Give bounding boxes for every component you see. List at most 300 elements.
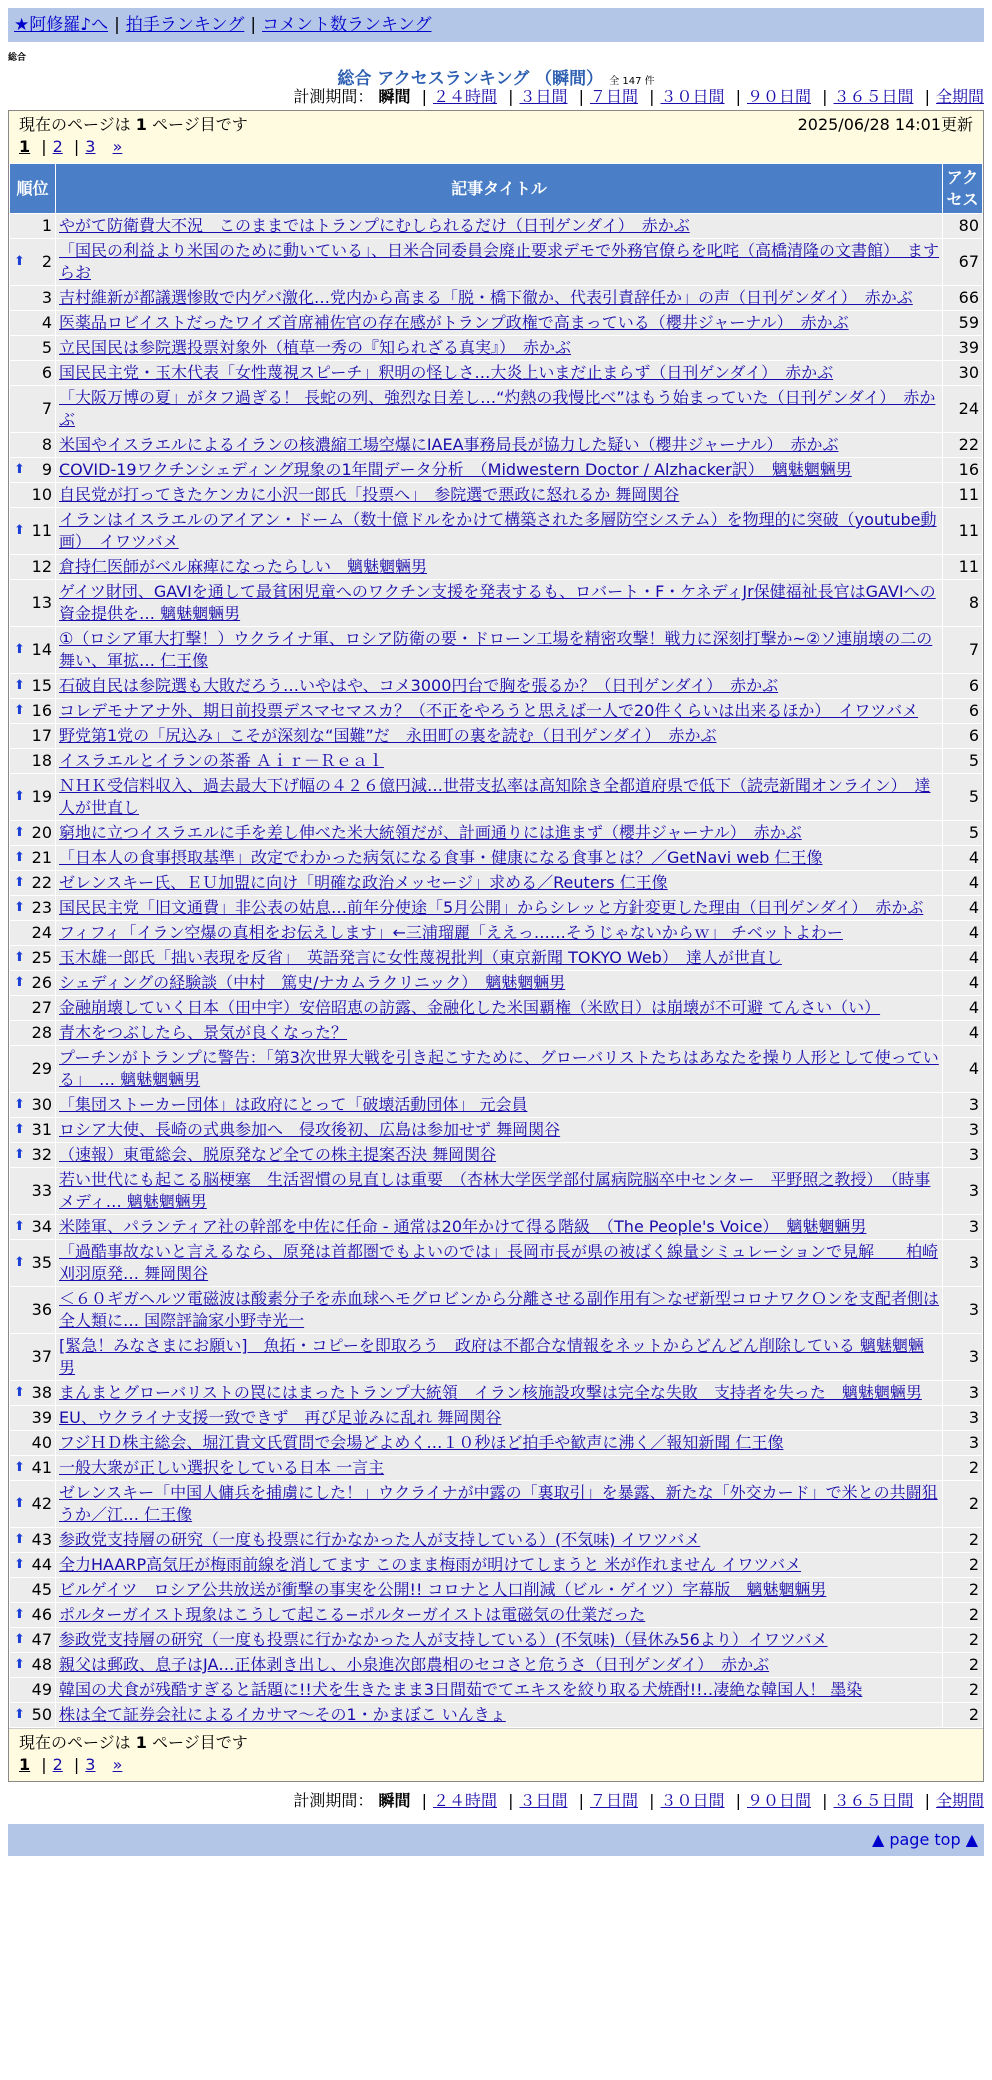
title-cell bbox=[56, 996, 943, 1021]
period-link-3d[interactable]: ３日間 bbox=[519, 1791, 568, 1810]
period-link-3d[interactable]: ３日間 bbox=[519, 87, 568, 106]
table-row bbox=[10, 749, 983, 774]
table-row bbox=[10, 774, 983, 821]
rank-cell bbox=[10, 1334, 56, 1381]
access-count: 3 bbox=[943, 1431, 983, 1456]
rank-number: 26 bbox=[31, 973, 52, 992]
rank-cell bbox=[10, 871, 56, 896]
rank-number: 10 bbox=[31, 485, 52, 504]
article-link[interactable]: （速報）東電総会、脱原発など全ての株主提案否決 舞岡関谷 bbox=[59, 1145, 497, 1164]
article-link[interactable]: 玉木雄一郎氏「拙い表現を反省」 英語発言に女性蔑視批判（東京新聞 TOKYO Web） 達人が世直し bbox=[59, 948, 782, 967]
table-header-row bbox=[10, 164, 983, 214]
article-link[interactable]: 立民国民は参院選投票対象外（植草一秀の『知られざる真実』） 赤かぶ bbox=[59, 338, 572, 357]
category-label: 総合 bbox=[8, 53, 27, 63]
table-row bbox=[10, 1215, 983, 1240]
access-count: 6 bbox=[943, 699, 983, 724]
rank-cell bbox=[10, 674, 56, 699]
article-link[interactable]: 「日本人の食事摂取基準」改定でわかった病気になる食事・健康になる食事とは？／GetNavi web 仁王像 bbox=[59, 848, 823, 867]
title-cell bbox=[56, 508, 943, 555]
rank-up-arrow-icon: ⬆ bbox=[14, 1496, 25, 1511]
article-link[interactable]: 米陸軍、パランティア社の幹部を中佐に任命 - 通常は20年かけて得る階級 （The People's Voice） 魑魅魍魎男 bbox=[59, 1217, 867, 1236]
access-count: 2 bbox=[943, 1528, 983, 1553]
rank-up-arrow-icon: ⬆ bbox=[14, 900, 25, 915]
table-row bbox=[10, 508, 983, 555]
access-count: 3 bbox=[943, 1168, 983, 1215]
access-count: 3 bbox=[943, 1287, 983, 1334]
rank-cell bbox=[10, 846, 56, 871]
title-cell bbox=[56, 1578, 943, 1603]
article-link[interactable]: 野党第1党の「尻込み」こそが深刻な“国難”だ 永田町の裏を読む（日刊ゲンダイ） 赤かぶ bbox=[59, 726, 717, 745]
rank-number: 21 bbox=[31, 848, 52, 867]
period-selector-bottom: 計測期間： 瞬間 | ２４時間 | ３日間 | ７日間 | ３０日間 | ９０日間 | ３６５日間 | 全期間 bbox=[293, 1791, 984, 1810]
table-row bbox=[10, 1528, 983, 1553]
access-count: 3 bbox=[943, 1118, 983, 1143]
article-link[interactable]: 吉村維新が都議選惨敗で内ゲバ激化…党内から高まる「脱・橋下徹か、代表引責辞任か」の声（日刊ゲンダイ） 赤かぶ bbox=[59, 288, 913, 307]
title-cell bbox=[56, 483, 943, 508]
access-count: 2 bbox=[943, 1578, 983, 1603]
rank-up-arrow-icon: ⬆ bbox=[14, 975, 25, 990]
title-cell bbox=[56, 1553, 943, 1578]
table-row bbox=[10, 386, 983, 433]
page-top-link[interactable]: ▲ page top ▲ bbox=[871, 1830, 978, 1849]
rank-number: 39 bbox=[31, 1408, 52, 1427]
period-link-30d[interactable]: ３０日間 bbox=[660, 1791, 725, 1810]
title-cell bbox=[56, 1653, 943, 1678]
rank-number: 6 bbox=[41, 363, 52, 382]
rank-cell bbox=[10, 214, 56, 239]
article-link[interactable]: ロシア大使、長崎の式典参加へ 侵攻後初、広島は参加せず 舞岡関谷 bbox=[59, 1120, 561, 1139]
title-cell bbox=[56, 1456, 943, 1481]
header-rank: 順位 bbox=[10, 164, 56, 214]
access-count: 5 bbox=[943, 749, 983, 774]
table-row bbox=[10, 1678, 983, 1703]
table-row bbox=[10, 1431, 983, 1456]
article-link[interactable]: ①（ロシア軍大打撃！）ウクライナ軍、ロシア防衛の要・ドローン工場を精密攻撃！戦力に深刻打撃か~②ソ連崩壊の二の舞い、軍拡… 仁王像 bbox=[59, 629, 933, 670]
article-link[interactable]: 青木をつぶしたら、景気が良くなった？ bbox=[59, 1023, 348, 1042]
article-link[interactable]: 倉持仁医師がベル麻痺になったらしい 魑魅魍魎男 bbox=[59, 557, 428, 576]
access-count: 4 bbox=[943, 846, 983, 871]
rank-cell bbox=[10, 1481, 56, 1528]
table-row bbox=[10, 239, 983, 286]
rank-number: 38 bbox=[31, 1383, 52, 1402]
access-count: 3 bbox=[943, 1334, 983, 1381]
title-cell bbox=[56, 214, 943, 239]
rank-cell bbox=[10, 749, 56, 774]
article-link[interactable]: EU、ウクライナ支援一致できず 再び足並みに乱れ 舞岡関谷 bbox=[59, 1408, 502, 1427]
rank-number: 33 bbox=[31, 1181, 52, 1200]
rank-cell bbox=[10, 1118, 56, 1143]
access-count: 8 bbox=[943, 580, 983, 627]
rank-number: 44 bbox=[31, 1555, 52, 1574]
access-count: 16 bbox=[943, 458, 983, 483]
title-cell bbox=[56, 724, 943, 749]
rank-cell bbox=[10, 239, 56, 286]
rank-cell bbox=[10, 627, 56, 674]
period-link-all[interactable]: 全期間 bbox=[935, 1791, 984, 1810]
article-link[interactable]: コレデモナアナ外、期日前投票デスマセマスカ？（不正をやろうと思えば一人で20件くらいは出来るほか） イワツバメ bbox=[59, 701, 919, 720]
title-cell bbox=[56, 1528, 943, 1553]
access-count: 2 bbox=[943, 1628, 983, 1653]
rank-cell bbox=[10, 386, 56, 433]
access-count: 4 bbox=[943, 996, 983, 1021]
rank-number: 37 bbox=[31, 1347, 52, 1366]
period-link-7d[interactable]: ７日間 bbox=[589, 1791, 638, 1810]
pager-link-2[interactable]: 2 bbox=[52, 1755, 63, 1774]
rank-up-arrow-icon: ⬆ bbox=[14, 1219, 25, 1234]
article-link[interactable]: 国民民主党・玉木代表「女性蔑視スピーチ」釈明の怪しさ…大炎上いまだ止まらず（日刊ゲンダイ） 赤かぶ bbox=[59, 363, 834, 382]
article-link[interactable]: 自民党が打ってきたケンカに小沢一郎氏「投票へ」 参院選で悪政に怒れるか 舞岡関谷 bbox=[59, 485, 680, 504]
table-row bbox=[10, 1118, 983, 1143]
rank-cell bbox=[10, 1578, 56, 1603]
article-link[interactable]: 国民民主党「旧文通費」非公表の姑息…前年分使途「5月公開」からシレッと方針変更した理由（日刊ゲンダイ） 赤かぶ bbox=[59, 898, 924, 917]
rank-up-arrow-icon: ⬆ bbox=[14, 1532, 25, 1547]
title-cell bbox=[56, 871, 943, 896]
access-count: 2 bbox=[943, 1456, 983, 1481]
rank-number: 28 bbox=[31, 1023, 52, 1042]
table-row bbox=[10, 921, 983, 946]
article-link[interactable]: フィフィ「イラン空爆の真相をお伝えします」←三浦瑠麗「ええっ……そうじゃないからｗ」 チベットよわー bbox=[59, 923, 843, 942]
pager-link-3[interactable]: 3 bbox=[85, 1755, 96, 1774]
rank-cell bbox=[10, 1406, 56, 1431]
title-cell bbox=[56, 1703, 943, 1728]
rank-cell bbox=[10, 1168, 56, 1215]
period-link-365d[interactable]: ３６５日間 bbox=[833, 87, 914, 106]
title-cell bbox=[56, 627, 943, 674]
access-count: 3 bbox=[943, 1143, 983, 1168]
table-row bbox=[10, 286, 983, 311]
rank-cell bbox=[10, 1456, 56, 1481]
rank-number: 27 bbox=[31, 998, 52, 1017]
access-count: 2 bbox=[943, 1653, 983, 1678]
rank-cell bbox=[10, 1381, 56, 1406]
table-row bbox=[10, 996, 983, 1021]
period-link-90d[interactable]: ９０日間 bbox=[746, 1791, 811, 1810]
rank-cell bbox=[10, 724, 56, 749]
rank-up-arrow-icon: ⬆ bbox=[14, 825, 25, 840]
table-row bbox=[10, 821, 983, 846]
table-row bbox=[10, 1481, 983, 1528]
table-row bbox=[10, 1021, 983, 1046]
table-row bbox=[10, 699, 983, 724]
period-link-24h[interactable]: ２４時間 bbox=[432, 1791, 497, 1810]
title-cell bbox=[56, 1628, 943, 1653]
rank-up-arrow-icon: ⬆ bbox=[14, 462, 25, 477]
access-count: 22 bbox=[943, 433, 983, 458]
rank-number: 35 bbox=[31, 1253, 52, 1272]
access-count: 67 bbox=[943, 239, 983, 286]
rank-cell bbox=[10, 580, 56, 627]
article-link[interactable]: 「集団ストーカー団体」は政府にとって「破壊活動団体」 元会員 bbox=[59, 1095, 528, 1114]
period-link-7d[interactable]: ７日間 bbox=[589, 87, 638, 106]
top-nav-bar bbox=[8, 8, 984, 42]
article-link[interactable]: 全力HAARP高気圧が梅雨前線を消してます このまま梅雨が明けてしまうと 米が作れません イワツバメ bbox=[59, 1555, 802, 1574]
table-row bbox=[10, 627, 983, 674]
access-count: 24 bbox=[943, 386, 983, 433]
rank-number: 4 bbox=[41, 313, 52, 332]
article-link[interactable]: ゼレンスキー「中国人傭兵を捕虜にした！」ウクライナが中露の「裏取引」を暴露、新たな「外交カード」で米との共闘狙うか／江… 仁王像 bbox=[59, 1483, 938, 1524]
table-row bbox=[10, 336, 983, 361]
pager-current: 1 bbox=[19, 1755, 31, 1774]
table-row bbox=[10, 1406, 983, 1431]
page-info-bottom bbox=[9, 1728, 983, 1781]
table-row bbox=[10, 1553, 983, 1578]
rank-number: 34 bbox=[31, 1217, 52, 1236]
rank-number: 48 bbox=[31, 1655, 52, 1674]
title-cell bbox=[56, 580, 943, 627]
rank-cell bbox=[10, 508, 56, 555]
article-link[interactable]: イスラエルとイランの茶番 Ａｉｒ－Ｒｅａｌ bbox=[59, 751, 384, 770]
rank-cell bbox=[10, 921, 56, 946]
rank-cell bbox=[10, 1431, 56, 1456]
article-link[interactable]: 株は全て証券会社によるイカサマ〜その1・かまぼこ いんきょ bbox=[59, 1705, 506, 1724]
title-cell bbox=[56, 1168, 943, 1215]
rank-up-arrow-icon: ⬆ bbox=[14, 1632, 25, 1647]
rank-number: 22 bbox=[31, 873, 52, 892]
article-link[interactable]: 「国民の利益より米国のために動いている」、日米合同委員会廃止要求デモで外務官僚らを叱咤（高橋清隆の文書館） ますらお bbox=[59, 241, 940, 282]
table-row bbox=[10, 214, 983, 239]
pager-top: 1 | 2 | 3 » bbox=[19, 137, 123, 156]
article-link[interactable]: 参政党支持層の研究（一度も投票に行かなかった人が支持している）(不気味) イワツバメ bbox=[59, 1530, 701, 1549]
rank-up-arrow-icon: ⬆ bbox=[14, 1607, 25, 1622]
article-link[interactable]: イランはイスラエルのアイアン・ドーム（数十億ドルをかけて構築された多層防空システム）を物理的に突破（youtube動画） イワツバメ bbox=[59, 510, 937, 551]
title-cell bbox=[56, 1431, 943, 1456]
table-row bbox=[10, 580, 983, 627]
title-cell bbox=[56, 896, 943, 921]
rank-up-arrow-icon: ⬆ bbox=[14, 678, 25, 693]
table-row bbox=[10, 458, 983, 483]
title-cell bbox=[56, 674, 943, 699]
rank-number: 47 bbox=[31, 1630, 52, 1649]
rank-number: 1 bbox=[41, 216, 52, 235]
period-current: 瞬間 bbox=[378, 87, 411, 106]
rank-cell bbox=[10, 896, 56, 921]
rank-number: 49 bbox=[31, 1680, 52, 1699]
nav-separator: | bbox=[250, 15, 257, 35]
access-count: 80 bbox=[943, 214, 983, 239]
article-link[interactable]: 金融崩壊していく日本（田中宇）安倍昭恵の訪露、金融化した米国覇権（米欧日）は崩壊が不可避 てんさい（い） bbox=[59, 998, 881, 1017]
rank-number: 31 bbox=[31, 1120, 52, 1139]
table-row bbox=[10, 483, 983, 508]
rank-up-arrow-icon: ⬆ bbox=[14, 950, 25, 965]
table-row bbox=[10, 971, 983, 996]
article-link[interactable]: 韓国の犬食が残酷すぎると話題に!!犬を生きたまま3日間茹でてエキスを絞り取る犬焼酎!!‥凄絶な韓国人！ 墨染 bbox=[59, 1680, 863, 1699]
rank-cell bbox=[10, 1287, 56, 1334]
access-count: 5 bbox=[943, 774, 983, 821]
title-cell bbox=[56, 1118, 943, 1143]
access-count: 59 bbox=[943, 311, 983, 336]
article-link[interactable]: やがて防衛費大不況 このままではトランプにむしられるだけ（日刊ゲンダイ） 赤かぶ bbox=[59, 216, 690, 235]
ranking-panel bbox=[8, 110, 984, 1782]
rank-number: 19 bbox=[31, 787, 52, 806]
rank-up-arrow-icon: ⬆ bbox=[14, 1147, 25, 1162]
access-count: 4 bbox=[943, 871, 983, 896]
pager-next[interactable]: » bbox=[112, 1755, 123, 1774]
rank-number: 32 bbox=[31, 1145, 52, 1164]
table-row bbox=[10, 896, 983, 921]
title-cell bbox=[56, 1215, 943, 1240]
table-row bbox=[10, 1653, 983, 1678]
rank-cell bbox=[10, 1215, 56, 1240]
rank-cell bbox=[10, 996, 56, 1021]
title-cell bbox=[56, 1406, 943, 1431]
article-link[interactable]: ＮＨＫ受信料収入、過去最大下げ幅の４２６億円減…世帯支払率は高知除き全都道府県で低下（読売新聞オンライン） 達人が世直し bbox=[59, 776, 931, 817]
table-row bbox=[10, 1578, 983, 1603]
article-link[interactable]: プーチンがトランプに警告：「第3次世界大戦を引き起こすために、グローバリストたちはあなたを操り人形として使っている」 … 魑魅魍魎男 bbox=[59, 1048, 939, 1089]
rank-number: 50 bbox=[31, 1705, 52, 1724]
article-link[interactable]: フジＨＤ株主総会、堀江貴文氏質問で会場どよめく…１０秒ほど拍手や歓声に沸く／報知新聞 仁王像 bbox=[59, 1433, 784, 1452]
rank-cell bbox=[10, 946, 56, 971]
rank-cell bbox=[10, 1528, 56, 1553]
rank-cell bbox=[10, 1678, 56, 1703]
pager-link-3[interactable]: 3 bbox=[85, 137, 96, 156]
rank-cell bbox=[10, 1653, 56, 1678]
article-link[interactable]: 「大阪万博の夏」がタフ過ぎる！ 長蛇の列、強烈な日差し…“灼熱の我慢比べ”はもう始まっていた（日刊ゲンダイ） 赤かぶ bbox=[59, 388, 936, 429]
table-row bbox=[10, 846, 983, 871]
article-link[interactable]: 窮地に立つイスラエルに手を差し伸べた米大統領だが、計画通りには進まず（櫻井ジャーナル） 赤かぶ bbox=[59, 823, 802, 842]
access-count: 6 bbox=[943, 724, 983, 749]
article-link[interactable]: ＜６０ギガヘルツ電磁波は酸素分子を赤血球ヘモグロビンから分離させる副作用有＞なぜ新型コロナワクＯンを支配者側は全人類に… 国際評論家小野寺光一 bbox=[59, 1289, 940, 1330]
table-row bbox=[10, 555, 983, 580]
rank-cell bbox=[10, 774, 56, 821]
access-count: 2 bbox=[943, 1553, 983, 1578]
page-info-top bbox=[9, 111, 983, 163]
access-count: 4 bbox=[943, 1046, 983, 1093]
rank-up-arrow-icon: ⬆ bbox=[14, 703, 25, 718]
article-link[interactable]: 米国やイスラエルによるイランの核濃縮工場空爆にIAEA事務局長が協力した疑い（櫻井ジャーナル） 赤かぶ bbox=[59, 435, 839, 454]
rank-number: 14 bbox=[31, 640, 52, 659]
total-count: 全 147 件 bbox=[609, 76, 655, 87]
access-count: 2 bbox=[943, 1603, 983, 1628]
title-cell bbox=[56, 361, 943, 386]
table-row bbox=[10, 1143, 983, 1168]
rank-cell bbox=[10, 1628, 56, 1653]
page-title: 総合 アクセスランキング （瞬間） bbox=[337, 69, 604, 89]
rank-up-arrow-icon: ⬆ bbox=[14, 1122, 25, 1137]
article-link[interactable]: 若い世代にも起こる脳梗塞 生活習慣の見直しは重要 （杏林大学医学部付属病院脳卒中センター 平野照之教授） （時事メディ… 魑魅魍魎男 bbox=[59, 1170, 931, 1211]
article-link[interactable]: ビルゲイツ ロシア公共放送が衝撃の事実を公開!! コロナと人口削減（ビル・ゲイツ）字幕版 魑魅魍魎男 bbox=[59, 1580, 827, 1599]
article-link[interactable]: ポルターガイスト現象はこうして起こる−ポルターガイストは電磁気の仕業だった bbox=[59, 1605, 646, 1624]
rank-cell bbox=[10, 483, 56, 508]
article-link[interactable]: 親父は郵政、息子はJA…正体剥き出し、小泉進次郎農相のセコさと危うさ（日刊ゲンダイ） 赤かぶ bbox=[59, 1655, 770, 1674]
title-cell bbox=[56, 1046, 943, 1093]
rank-cell bbox=[10, 361, 56, 386]
title-cell bbox=[56, 699, 943, 724]
period-link-365d[interactable]: ３６５日間 bbox=[833, 1791, 914, 1810]
article-link[interactable]: [緊急！みなさまにお願い] 魚拓・コピーを即取ろう 政府は不都合な情報をネットからどんどん削除している 魑魅魍魎男 bbox=[59, 1336, 924, 1377]
period-label: 計測期間： bbox=[293, 1791, 374, 1810]
pager-current: 1 bbox=[19, 137, 31, 156]
table-row bbox=[10, 1168, 983, 1215]
title-cell bbox=[56, 555, 943, 580]
table-row bbox=[10, 1046, 983, 1093]
pager-link-2[interactable]: 2 bbox=[52, 137, 63, 156]
article-link[interactable]: ゲイツ財団、GAVIを通して最貧困児童へのワクチン支援を発表するも、ロバート・F・ケネディJr保健福祉長官はGAVIへの資金提供を… 魑魅魍魎男 bbox=[59, 582, 936, 623]
rank-cell bbox=[10, 286, 56, 311]
title-cell bbox=[56, 1287, 943, 1334]
rank-number: 15 bbox=[31, 676, 52, 695]
nav-link-comment-ranking[interactable]: コメント数ランキング bbox=[262, 15, 432, 35]
access-count: 2 bbox=[943, 1703, 983, 1728]
article-link[interactable]: 医薬品ロビイストだったワイズ首席補佐官の存在感がトランプ政権で高まっている（櫻井ジャーナル） 赤かぶ bbox=[59, 313, 849, 332]
ranking-table bbox=[9, 163, 983, 1728]
access-count: 3 bbox=[943, 1093, 983, 1118]
nav-link-clap-ranking[interactable]: 拍手ランキング bbox=[125, 15, 245, 35]
title-cell bbox=[56, 1334, 943, 1381]
rank-number: 3 bbox=[41, 288, 52, 307]
article-link[interactable]: 「過酷事故ないと言えるなら、原発は首都圏でもよいのでは」長岡市長が県の被ばく線量シミュレーションで見解 柏崎刈羽原発… 舞岡関谷 bbox=[59, 1242, 939, 1283]
title-cell bbox=[56, 1240, 943, 1287]
period-link-24h[interactable]: ２４時間 bbox=[432, 87, 497, 106]
rank-number: 29 bbox=[31, 1059, 52, 1078]
rank-number: 43 bbox=[31, 1530, 52, 1549]
access-count: 6 bbox=[943, 674, 983, 699]
nav-separator: | bbox=[114, 15, 120, 35]
title-cell bbox=[56, 239, 943, 286]
rank-number: 20 bbox=[31, 823, 52, 842]
table-row bbox=[10, 1381, 983, 1406]
rank-number: 36 bbox=[31, 1300, 52, 1319]
access-count: 39 bbox=[943, 336, 983, 361]
rank-up-arrow-icon: ⬆ bbox=[14, 254, 25, 269]
article-link[interactable]: ゼレンスキー氏、ＥＵ加盟に向け「明確な政治メッセージ」求める／Reuters 仁王像 bbox=[59, 873, 668, 892]
rank-up-arrow-icon: ⬆ bbox=[14, 1557, 25, 1572]
title-cell bbox=[56, 946, 943, 971]
access-count: 7 bbox=[943, 627, 983, 674]
rank-up-arrow-icon: ⬆ bbox=[14, 1097, 25, 1112]
ranking-table-body bbox=[10, 214, 983, 1728]
period-label: 計測期間： bbox=[293, 87, 374, 106]
title-cell bbox=[56, 1093, 943, 1118]
access-count: 3 bbox=[943, 1406, 983, 1431]
period-link-90d[interactable]: ９０日間 bbox=[746, 87, 811, 106]
nav-link-asyura[interactable]: ★阿修羅♪へ bbox=[14, 15, 109, 35]
article-link[interactable]: 参政党支持層の研究（一度も投票に行かなかった人が支持している）(不気味)（昼休み56より）イワツバメ bbox=[59, 1630, 828, 1649]
rank-number: 9 bbox=[41, 460, 52, 479]
table-row bbox=[10, 674, 983, 699]
rank-cell bbox=[10, 1703, 56, 1728]
page-info-text: 現在のページは 1 ページ目です bbox=[19, 115, 248, 134]
page-info-text-bottom: 現在のページは 1 ページ目です bbox=[19, 1733, 248, 1752]
title-cell bbox=[56, 921, 943, 946]
title-cell bbox=[56, 971, 943, 996]
rank-cell bbox=[10, 821, 56, 846]
article-link[interactable]: 一般大衆が正しい選択をしている日本 一言主 bbox=[59, 1458, 385, 1477]
footer-bar bbox=[8, 1824, 984, 1856]
table-row bbox=[10, 1628, 983, 1653]
article-link[interactable]: 石破自民は参院選も大敗だろう…いやはや、コメ3000円台で胸を張るか？（日刊ゲンダイ） 赤かぶ bbox=[59, 676, 779, 695]
article-link[interactable]: シェディングの経験談（中村 篤史/ナカムラクリニック） 魑魅魍魎男 bbox=[59, 973, 566, 992]
rank-number: 12 bbox=[31, 557, 52, 576]
article-link[interactable]: COVID-19ワクチンシェディング現象の1年間データ分析 （Midwestern Doctor / Alzhacker訳） 魑魅魍魎男 bbox=[59, 460, 852, 479]
title-cell bbox=[56, 1021, 943, 1046]
rank-number: 30 bbox=[31, 1095, 52, 1114]
pager-next[interactable]: » bbox=[112, 137, 123, 156]
rank-number: 5 bbox=[41, 338, 52, 357]
access-count: 11 bbox=[943, 508, 983, 555]
access-count: 66 bbox=[943, 286, 983, 311]
rank-up-arrow-icon: ⬆ bbox=[14, 642, 25, 657]
table-row bbox=[10, 1334, 983, 1381]
access-count: 4 bbox=[943, 921, 983, 946]
article-link[interactable]: まんまとグローバリストの罠にはまったトランプ大統領 イラン核施設攻撃は完全な失敗 支持者を失った 魑魅魍魎男 bbox=[59, 1383, 922, 1402]
period-link-30d[interactable]: ３０日間 bbox=[660, 87, 725, 106]
rank-cell bbox=[10, 971, 56, 996]
rank-number: 40 bbox=[31, 1433, 52, 1452]
access-count: 3 bbox=[943, 1215, 983, 1240]
access-count: 4 bbox=[943, 971, 983, 996]
access-count: 4 bbox=[943, 1021, 983, 1046]
period-link-all[interactable]: 全期間 bbox=[935, 87, 984, 106]
